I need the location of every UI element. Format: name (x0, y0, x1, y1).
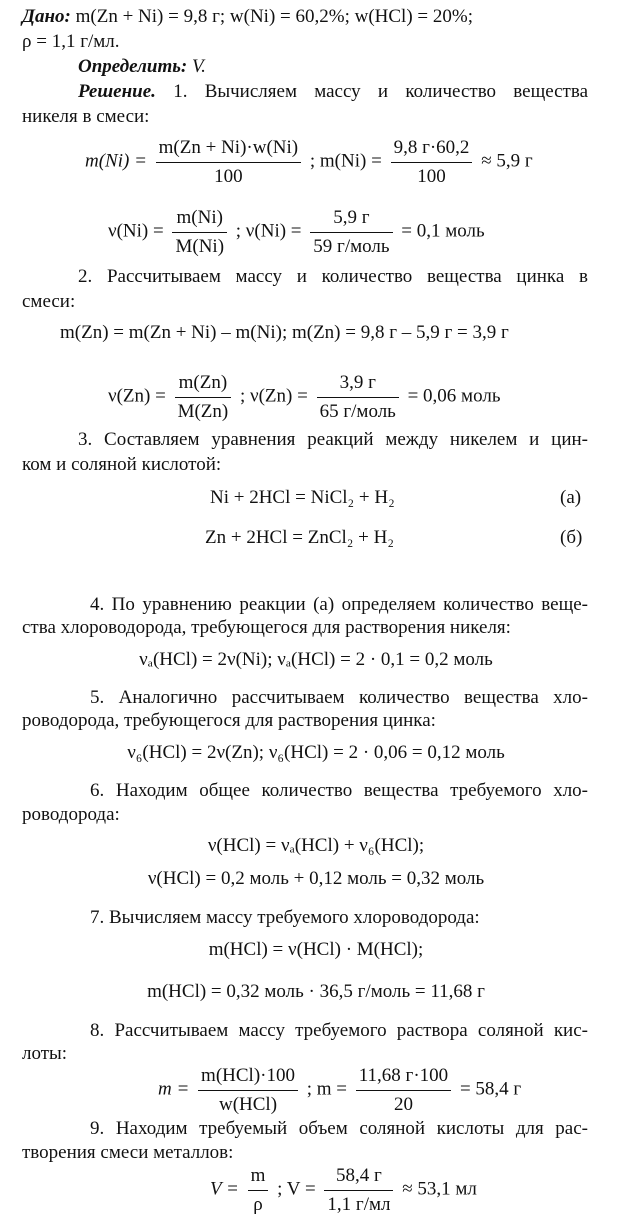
formula-m-hcl-value: m(HCl) = 0,32 моль · 36,5 г/моль = 11,68 г (147, 981, 485, 1002)
fraction: $\frac{9,8 г\cdot 60,2}{100}$ (391, 136, 473, 189)
reaction-a-label: (а) (560, 487, 582, 508)
step-3-line-1: 3. Составляем уравнения реакций между никелем и цин- (78, 429, 588, 450)
step-1-line-2: никеля в смеси: (22, 106, 150, 127)
step-8-line-2: лоты: (22, 1043, 68, 1064)
formula-m-zn: m(Zn) = m(Zn + Ni) – m(Ni); m(Zn) = 9,8 г – 5,9 г = 3,9 г (60, 322, 509, 343)
given-label: Дано: (22, 6, 71, 27)
step-9-line-1: 9. Находим требуемый объем соляной кислоты для рас- (90, 1118, 588, 1139)
find-value: V. (192, 56, 206, 77)
step-9-line-2: творения смеси металлов: (22, 1142, 234, 1163)
formula-nu-a-hcl: νₐ(HCl) = 2ν(Ni); νₐ(HCl) = 2 · 0,1 = 0,2 моль (139, 649, 493, 670)
formula-nu-hcl-value: ν(HCl) = 0,2 моль + 0,12 моль = 0,32 моль (147, 868, 485, 889)
fraction: $\frac{11,68 г\cdot 100}{20}$ (356, 1064, 451, 1117)
reaction-b-label: (б) (560, 527, 583, 548)
fraction: $\frac{m(Ni)}{M(Ni)}$ (172, 206, 227, 259)
fraction: $\frac{58,4 г}{1,1 г/мл}$ (324, 1164, 393, 1217)
find-label: Определить: (78, 56, 188, 77)
formula-m-solution: m = $\frac{\text{m(HCl)·100}}{\text{w(HCl)}}$ ; m = $\frac{11,68 г\cdot 100}{20}$ = 58,4 г (158, 1065, 522, 1115)
step-6-line-1: 6. Находим общее количество вещества требуемого хло- (90, 780, 588, 801)
step-8-line-1: 8. Рассчитываем массу требуемого раствора соляной кис- (90, 1020, 588, 1041)
fraction: $\frac{\text{m(HCl)·100}}{\text{w(HCl)}}$ (198, 1064, 298, 1117)
reaction-b: Zn + 2HCl = ZnCl₂ + H₂ (205, 527, 394, 548)
step-1-line-1: Решение. 1. Вычисляем массу и количество вещества (78, 81, 589, 102)
given-line-1 (22, 5, 612, 29)
step-4-line-2: ства хлороводорода, требующегося для растворения никеля: (22, 617, 511, 638)
fraction: $\frac{m(Zn)}{M(Zn)}$ (175, 371, 232, 424)
formula-m-hcl: m(HCl) = ν(HCl) · M(HCl); (208, 939, 424, 960)
formula-m-ni: m(Ni) = $\frac{m(Zn + Ni)\cdot w(Ni)}{100}$ ; m(Ni) = $\frac{9,8 г\cdot 60,2}{100}$ ≈ 5,9 г (85, 137, 533, 187)
step-2-line-2: смеси: (22, 291, 76, 312)
given-values: m(Zn + Ni) = 9,8 г; w(Ni) = 60,2%; w(HCl) = 20%; (75, 6, 473, 27)
find-line (78, 55, 206, 79)
fraction: $\frac{5,9 г}{\text{59 г/моль}}$ (310, 206, 392, 259)
step-2-line-1: 2. Рассчитываем массу и количество вещества цинка в (78, 266, 588, 287)
reaction-a: Ni + 2HCl = NiCl₂ + H₂ (210, 487, 395, 508)
fraction: $\frac{m(Zn + Ni)\cdot w(Ni)}{100}$ (156, 136, 301, 189)
solution-label: Решение. (78, 81, 156, 102)
given-line-2: ρ = 1,1 г/мл. (22, 31, 120, 52)
fraction: $\frac{m}{\rho}$ (248, 1164, 269, 1217)
formula-volume: V = $\frac{m}{\rho}$ ; V = $\frac{58,4 г}{1,1 г/мл}$ ≈ 53,1 мл (210, 1165, 477, 1215)
formula-nu-zn: ν(Zn) = $\frac{m(Zn)}{M(Zn)}$ ; ν(Zn) = $\frac{3,9 г}{\text{65 г/моль}}$ = 0,06 моль (108, 372, 501, 422)
formula-nu-ni: ν(Ni) = $\frac{m(Ni)}{M(Ni)}$ ; ν(Ni) = $\frac{5,9 г}{\text{59 г/моль}}$ = 0,1 моль (108, 207, 485, 257)
step-4-line-1: 4. По уравнению реакции (а) определяем количество веще- (90, 594, 588, 615)
formula-nu-b-hcl: ν₆(HCl) = 2ν(Zn); ν₆(HCl) = 2 · 0,06 = 0,12 моль (127, 742, 505, 763)
step-5-line-2: роводорода, требующегося для растворения цинка: (22, 710, 436, 731)
fraction: $\frac{3,9 г}{\text{65 г/моль}}$ (317, 371, 399, 424)
step-3-line-2: ком и соляной кислотой: (22, 454, 222, 475)
step-5-line-1: 5. Аналогично рассчитываем количество вещества хло- (90, 687, 588, 708)
formula-nu-hcl-sum: ν(HCl) = νₐ(HCl) + ν₆(HCl); (207, 835, 425, 856)
step-7-line-1: 7. Вычисляем массу требуемого хлороводорода: (90, 907, 480, 928)
step-6-line-2: роводорода: (22, 804, 120, 825)
